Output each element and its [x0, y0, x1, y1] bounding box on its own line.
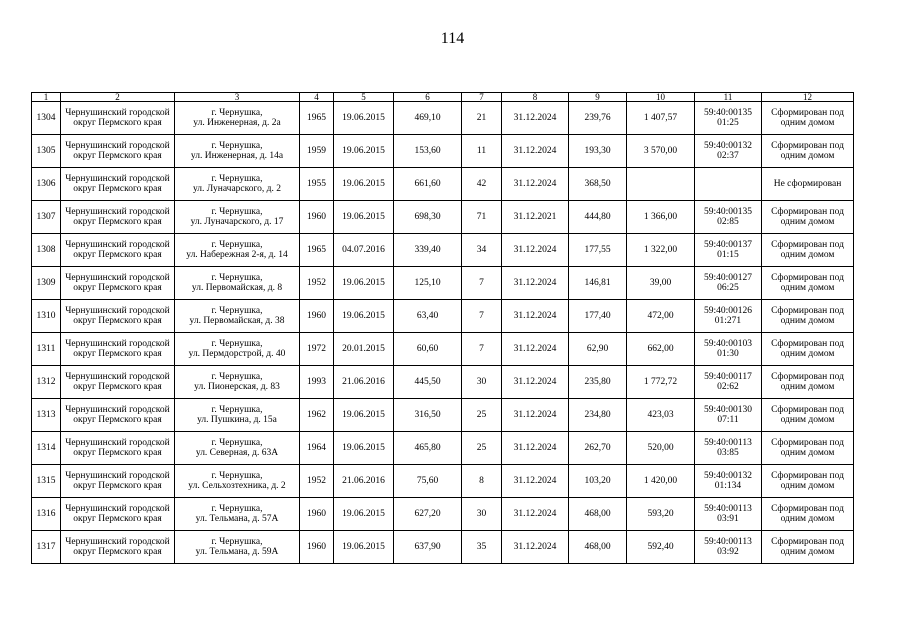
deadline-cell: 31.12.2024 — [502, 168, 569, 201]
column-header: 4 — [300, 93, 334, 102]
cadastral-cell — [695, 531, 762, 564]
municipality-cell: Чернушинский городской округ Пермского края — [61, 300, 175, 333]
count-cell: 42 — [462, 168, 502, 201]
cadastral-part: 02:85 — [717, 217, 739, 227]
year-cell: 1964 — [300, 432, 334, 465]
cadastral-cell — [695, 399, 762, 432]
column-header: 8 — [502, 93, 569, 102]
count-cell: 7 — [462, 300, 502, 333]
value-cell: 103,20 — [569, 465, 627, 498]
count-cell: 30 — [462, 498, 502, 531]
housing-registry-table — [31, 92, 854, 564]
cadastral-cell — [695, 333, 762, 366]
year-cell: 1960 — [300, 498, 334, 531]
address-cell — [175, 333, 300, 366]
value-cell: 444,80 — [569, 201, 627, 234]
cadastral-part: 59:40:00103 — [703, 339, 753, 349]
municipality-cell: Чернушинский городской округ Пермского края — [61, 498, 175, 531]
row-number-cell: 1309 — [32, 267, 61, 300]
column-header: 7 — [462, 93, 502, 102]
year-cell: 1962 — [300, 399, 334, 432]
cadastral-cell — [695, 234, 762, 267]
table-row — [32, 300, 854, 333]
date-cell: 19.06.2015 — [334, 531, 394, 564]
status-cell: Сформирован под одним домом — [762, 201, 854, 234]
deadline-cell: 31.12.2024 — [502, 300, 569, 333]
municipality-cell: Чернушинский городской округ Пермского края — [61, 366, 175, 399]
cadastral-part: 59:40:00113 — [704, 438, 752, 448]
area-cell: 60,60 — [394, 333, 462, 366]
cadastral-cell — [695, 135, 762, 168]
address-cell — [175, 102, 300, 135]
address-cell — [175, 300, 300, 333]
year-cell: 1972 — [300, 333, 334, 366]
year-cell: 1965 — [300, 102, 334, 135]
count-cell: 7 — [462, 267, 502, 300]
year-cell: 1952 — [300, 465, 334, 498]
area-cell: 661,60 — [394, 168, 462, 201]
cadastral-part: 59:40:00113 — [704, 537, 752, 547]
date-cell: 19.06.2015 — [334, 102, 394, 135]
address-cell — [175, 531, 300, 564]
municipality-cell: Чернушинский городской округ Пермского края — [61, 234, 175, 267]
area-cell: 637,90 — [394, 531, 462, 564]
cadastral-part: 59:40:00113 — [704, 504, 752, 514]
address-city: г. Чернушка, — [211, 108, 263, 118]
date-cell: 19.06.2015 — [334, 201, 394, 234]
status-cell: Сформирован под одним домом — [762, 300, 854, 333]
date-cell: 19.06.2015 — [334, 300, 394, 333]
municipality-cell: Чернушинский городской округ Пермского края — [61, 168, 175, 201]
address-street: ул. Набережная 2-я, д. 14 — [186, 250, 288, 260]
address-street: ул. Первомайская, д. 8 — [191, 283, 283, 293]
cadastral-cell — [695, 498, 762, 531]
value-cell: 1 322,00 — [627, 234, 695, 267]
area-cell: 698,30 — [394, 201, 462, 234]
cadastral-part: 59:40:00135 — [703, 207, 753, 217]
deadline-cell: 31.12.2021 — [502, 201, 569, 234]
table-row — [32, 234, 854, 267]
table-row — [32, 168, 854, 201]
count-cell: 30 — [462, 366, 502, 399]
address-city: г. Чернушка, — [211, 141, 263, 151]
cadastral-cell — [695, 465, 762, 498]
status-cell: Сформирован под одним домом — [762, 366, 854, 399]
cadastral-cell — [695, 366, 762, 399]
row-number-cell: 1305 — [32, 135, 61, 168]
cadastral-part: 03:91 — [717, 514, 739, 524]
value-cell: 468,00 — [569, 531, 627, 564]
address-city: г. Чернушка, — [211, 438, 263, 448]
count-cell: 25 — [462, 432, 502, 465]
date-cell: 19.06.2015 — [334, 498, 394, 531]
row-number-cell: 1307 — [32, 201, 61, 234]
row-number-cell: 1316 — [32, 498, 61, 531]
cadastral-part: 02:62 — [717, 382, 739, 392]
year-cell: 1960 — [300, 201, 334, 234]
address-city: г. Чернушка, — [211, 372, 263, 382]
address-street: ул. Тельмана, д. 59А — [195, 547, 279, 557]
date-cell: 04.07.2016 — [334, 234, 394, 267]
municipality-cell: Чернушинский городской округ Пермского края — [61, 267, 175, 300]
value-cell: 39,00 — [627, 267, 695, 300]
year-cell: 1965 — [300, 234, 334, 267]
year-cell: 1993 — [300, 366, 334, 399]
count-cell: 11 — [462, 135, 502, 168]
value-cell: 193,30 — [569, 135, 627, 168]
column-header: 5 — [334, 93, 394, 102]
value-cell: 3 570,00 — [627, 135, 695, 168]
count-cell: 25 — [462, 399, 502, 432]
status-cell: Сформирован под одним домом — [762, 333, 854, 366]
table-row — [32, 102, 854, 135]
deadline-cell: 31.12.2024 — [502, 267, 569, 300]
table-row — [32, 135, 854, 168]
address-street: ул. Тельмана, д. 57А — [195, 514, 279, 524]
cadastral-part: 59:40:00127 — [703, 273, 753, 283]
deadline-cell: 31.12.2024 — [502, 465, 569, 498]
date-cell: 19.06.2015 — [334, 432, 394, 465]
deadline-cell: 31.12.2024 — [502, 399, 569, 432]
cadastral-part: 02:37 — [717, 151, 739, 161]
value-cell: 423,03 — [627, 399, 695, 432]
address-cell — [175, 234, 300, 267]
address-street: ул. Инженерная, д. 2а — [193, 118, 281, 128]
cadastral-cell — [695, 201, 762, 234]
year-cell: 1960 — [300, 300, 334, 333]
value-cell: 592,40 — [627, 531, 695, 564]
address-city: г. Чернушка, — [211, 240, 263, 250]
cadastral-part: 01:134 — [714, 481, 742, 491]
row-number-cell: 1312 — [32, 366, 61, 399]
value-cell: 662,00 — [627, 333, 695, 366]
column-header: 10 — [627, 93, 695, 102]
area-cell: 469,10 — [394, 102, 462, 135]
area-cell: 125,10 — [394, 267, 462, 300]
address-city: г. Чернушка, — [211, 339, 263, 349]
column-header: 1 — [32, 93, 61, 102]
address-cell — [175, 498, 300, 531]
address-city: г. Чернушка, — [211, 273, 263, 283]
value-cell: 1 420,00 — [627, 465, 695, 498]
status-cell: Сформирован под одним домом — [762, 498, 854, 531]
row-number-cell: 1311 — [32, 333, 61, 366]
row-number-cell: 1315 — [32, 465, 61, 498]
address-street: ул. Инженерная, д. 14а — [190, 151, 284, 161]
address-cell — [175, 366, 300, 399]
cadastral-part: 59:40:00117 — [704, 372, 752, 382]
address-city: г. Чернушка, — [211, 504, 263, 514]
date-cell: 20.01.2015 — [334, 333, 394, 366]
table-row — [32, 333, 854, 366]
address-city: г. Чернушка, — [211, 306, 263, 316]
municipality-cell: Чернушинский городской округ Пермского края — [61, 399, 175, 432]
column-header: 11 — [695, 93, 762, 102]
value-cell: 1 772,72 — [627, 366, 695, 399]
count-cell: 35 — [462, 531, 502, 564]
count-cell: 71 — [462, 201, 502, 234]
area-cell: 153,60 — [394, 135, 462, 168]
value-cell: 235,80 — [569, 366, 627, 399]
table-body — [32, 102, 854, 564]
status-cell: Сформирован под одним домом — [762, 465, 854, 498]
deadline-cell: 31.12.2024 — [502, 333, 569, 366]
address-city: г. Чернушка, — [211, 471, 263, 481]
address-city: г. Чернушка, — [211, 537, 263, 547]
area-cell: 465,80 — [394, 432, 462, 465]
date-cell: 19.06.2015 — [334, 267, 394, 300]
count-cell: 34 — [462, 234, 502, 267]
value-cell: 62,90 — [569, 333, 627, 366]
address-street: ул. Пермдорстрой, д. 40 — [188, 349, 286, 359]
area-cell: 63,40 — [394, 300, 462, 333]
cadastral-part: 03:92 — [717, 547, 739, 557]
table-row — [32, 267, 854, 300]
row-number-cell: 1310 — [32, 300, 61, 333]
value-cell: 472,00 — [627, 300, 695, 333]
value-cell: 177,55 — [569, 234, 627, 267]
cadastral-part: 59:40:00132 — [703, 141, 753, 151]
status-cell: Сформирован под одним домом — [762, 234, 854, 267]
column-header: 12 — [762, 93, 854, 102]
value-cell: 1 366,00 — [627, 201, 695, 234]
status-cell: Сформирован под одним домом — [762, 432, 854, 465]
column-header: 6 — [394, 93, 462, 102]
row-number-cell: 1313 — [32, 399, 61, 432]
value-cell — [627, 168, 695, 201]
cadastral-cell — [695, 102, 762, 135]
column-number-row — [32, 93, 854, 102]
address-cell — [175, 267, 300, 300]
address-street: ул. Пионерская, д. 83 — [194, 382, 280, 392]
cadastral-part: 59:40:00126 — [703, 306, 753, 316]
deadline-cell: 31.12.2024 — [502, 498, 569, 531]
year-cell: 1960 — [300, 531, 334, 564]
cadastral-cell — [695, 300, 762, 333]
address-cell — [175, 465, 300, 498]
deadline-cell: 31.12.2024 — [502, 531, 569, 564]
deadline-cell: 31.12.2024 — [502, 234, 569, 267]
count-cell: 8 — [462, 465, 502, 498]
status-cell: Сформирован под одним домом — [762, 531, 854, 564]
address-street: ул. Луначарского, д. 17 — [190, 217, 284, 227]
address-street: ул. Пушкина, д. 15а — [197, 415, 277, 425]
deadline-cell: 31.12.2024 — [502, 102, 569, 135]
address-street: ул. Северная, д. 63А — [195, 448, 279, 458]
cadastral-part: 01:25 — [717, 118, 739, 128]
cadastral-part: 59:40:00130 — [703, 405, 753, 415]
column-header: 9 — [569, 93, 627, 102]
table-row — [32, 201, 854, 234]
date-cell: 19.06.2015 — [334, 399, 394, 432]
column-header: 3 — [175, 93, 300, 102]
cadastral-part: 07:11 — [717, 415, 739, 425]
table-row — [32, 498, 854, 531]
value-cell: 177,40 — [569, 300, 627, 333]
cadastral-part: 01:30 — [717, 349, 739, 359]
cadastral-cell — [695, 432, 762, 465]
municipality-cell: Чернушинский городской округ Пермского края — [61, 531, 175, 564]
status-cell: Сформирован под одним домом — [762, 102, 854, 135]
address-city: г. Чернушка, — [211, 405, 263, 415]
status-cell: Сформирован под одним домом — [762, 399, 854, 432]
row-number-cell: 1314 — [32, 432, 61, 465]
row-number-cell: 1317 — [32, 531, 61, 564]
address-street: ул. Первомайская, д. 38 — [189, 316, 285, 326]
value-cell: 1 407,57 — [627, 102, 695, 135]
cadastral-cell — [695, 168, 762, 201]
municipality-cell: Чернушинский городской округ Пермского края — [61, 135, 175, 168]
area-cell: 316,50 — [394, 399, 462, 432]
cadastral-part: 01:271 — [714, 316, 742, 326]
table-row — [32, 465, 854, 498]
page-number: 114 — [440, 30, 465, 47]
status-cell: Сформирован под одним домом — [762, 267, 854, 300]
address-street: ул. Луначарского, д. 2 — [192, 184, 282, 194]
address-cell — [175, 201, 300, 234]
row-number-cell: 1306 — [32, 168, 61, 201]
deadline-cell: 31.12.2024 — [502, 366, 569, 399]
address-cell — [175, 399, 300, 432]
municipality-cell: Чернушинский городской округ Пермского края — [61, 102, 175, 135]
address-city: г. Чернушка, — [211, 207, 263, 217]
row-number-cell: 1308 — [32, 234, 61, 267]
cadastral-part: 59:40:00135 — [703, 108, 753, 118]
value-cell: 468,00 — [569, 498, 627, 531]
status-cell: Не сформирован — [762, 168, 854, 201]
address-cell — [175, 135, 300, 168]
value-cell: 593,20 — [627, 498, 695, 531]
cadastral-part: 59:40:00137 — [703, 240, 753, 250]
area-cell: 75,60 — [394, 465, 462, 498]
address-city: г. Чернушка, — [211, 174, 263, 184]
deadline-cell: 31.12.2024 — [502, 135, 569, 168]
column-header: 2 — [61, 93, 175, 102]
date-cell: 21.06.2016 — [334, 366, 394, 399]
value-cell: 262,70 — [569, 432, 627, 465]
date-cell: 19.06.2015 — [334, 168, 394, 201]
area-cell: 445,50 — [394, 366, 462, 399]
value-cell: 368,50 — [569, 168, 627, 201]
cadastral-part: 59:40:00132 — [703, 471, 753, 481]
year-cell: 1952 — [300, 267, 334, 300]
table-row — [32, 432, 854, 465]
table-row — [32, 531, 854, 564]
year-cell: 1955 — [300, 168, 334, 201]
row-number-cell: 1304 — [32, 102, 61, 135]
address-cell — [175, 168, 300, 201]
value-cell: 146,81 — [569, 267, 627, 300]
cadastral-cell — [695, 267, 762, 300]
area-cell: 627,20 — [394, 498, 462, 531]
value-cell: 520,00 — [627, 432, 695, 465]
municipality-cell: Чернушинский городской округ Пермского края — [61, 201, 175, 234]
table-row — [32, 366, 854, 399]
address-cell — [175, 432, 300, 465]
date-cell: 21.06.2016 — [334, 465, 394, 498]
count-cell: 21 — [462, 102, 502, 135]
value-cell: 239,76 — [569, 102, 627, 135]
cadastral-part: 03:85 — [717, 448, 739, 458]
year-cell: 1959 — [300, 135, 334, 168]
date-cell: 19.06.2015 — [334, 135, 394, 168]
cadastral-part: 06:25 — [717, 283, 739, 293]
table-row — [32, 399, 854, 432]
municipality-cell: Чернушинский городской округ Пермского края — [61, 333, 175, 366]
municipality-cell: Чернушинский городской округ Пермского края — [61, 465, 175, 498]
address-street: ул. Сельхозтехника, д. 2 — [188, 481, 286, 491]
deadline-cell: 31.12.2024 — [502, 432, 569, 465]
cadastral-part: 01:15 — [717, 250, 739, 260]
value-cell: 234,80 — [569, 399, 627, 432]
area-cell: 339,40 — [394, 234, 462, 267]
municipality-cell: Чернушинский городской округ Пермского края — [61, 432, 175, 465]
count-cell: 7 — [462, 333, 502, 366]
status-cell: Сформирован под одним домом — [762, 135, 854, 168]
